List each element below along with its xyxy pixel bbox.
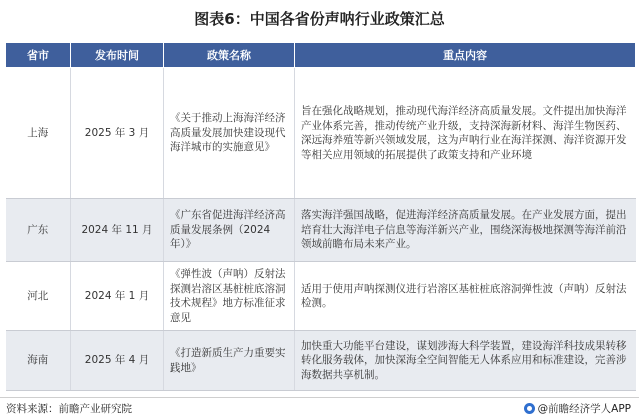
- cell-province: 河北: [6, 262, 71, 331]
- cell-key-content: 适用于使用声呐探测仪进行岩溶区基桩桩底溶洞弹性波（声呐）反射法检测。: [295, 262, 636, 331]
- cell-policy-name: 《广东省促进海洋经济高质量发展条例（2024年）》: [164, 199, 295, 262]
- cell-province: 海南: [6, 331, 71, 391]
- table-row: [6, 68, 636, 199]
- cell-province: 广东: [6, 199, 71, 262]
- policy-table: [5, 42, 636, 391]
- cell-policy-name: 《打造新质生产力重要实践地》: [164, 331, 295, 391]
- table-row: [6, 199, 636, 262]
- footer: [0, 397, 639, 418]
- table-row: [6, 331, 636, 391]
- cell-key-content: 加快重大功能平台建设，谋划涉海大科学装置，建设海洋科技成果转移转化服务载体，加快深海全空间智能无人体系应用和标准建设，完善涉海数据共享机制。: [295, 331, 636, 391]
- table-header-row: [6, 43, 636, 68]
- cell-province: 上海: [6, 68, 71, 199]
- brand-label: @前瞻经济学人APP: [537, 403, 631, 415]
- cell-policy-name: 《弹性波（声呐）反射法探测岩溶区基桩桩底溶洞技术规程》地方标准征求意见: [164, 262, 295, 331]
- header-province: 省市: [6, 43, 71, 68]
- cell-key-content: 落实海洋强国战略，促进海洋经济高质量发展。在产业发展方面，提出培育壮大海洋电子信息等海洋新兴产业，围绕深海极地探测等海洋前沿领域前瞻布局未来产业。: [295, 199, 636, 262]
- chart-title: 图表6：中国各省份声呐行业政策汇总: [194, 10, 445, 28]
- cell-release-time: 2024 年 11 月: [71, 199, 164, 262]
- cell-policy-name: 《关于推动上海海洋经济高质量发展加快建设现代海洋城市的实施意见》: [164, 68, 295, 199]
- cell-key-content: 旨在强化战略规划，推动现代海洋经济高质量发展。文件提出加快海洋产业体系完善，推动传统产业升级，支持深海新材料、海洋生物医药、深远海养殖等新兴领域发展，这为声呐行业在海洋探测、海洋资源开发等相关应用领域的拓展提供了政策支持和产业环境: [295, 68, 636, 199]
- cell-release-time: 2024 年 1 月: [71, 262, 164, 331]
- table-row: [6, 262, 636, 331]
- header-policy-name: 政策名称: [164, 43, 295, 68]
- brand-credit: [524, 401, 631, 416]
- brand-logo-icon: [524, 403, 535, 414]
- header-key-content: 重点内容: [295, 43, 636, 68]
- cell-release-time: 2025 年 3 月: [71, 68, 164, 199]
- source-note: 资料来源：前瞻产业研究院: [6, 403, 132, 415]
- cell-release-time: 2025 年 4 月: [71, 331, 164, 391]
- header-release-time: 发布时间: [71, 43, 164, 68]
